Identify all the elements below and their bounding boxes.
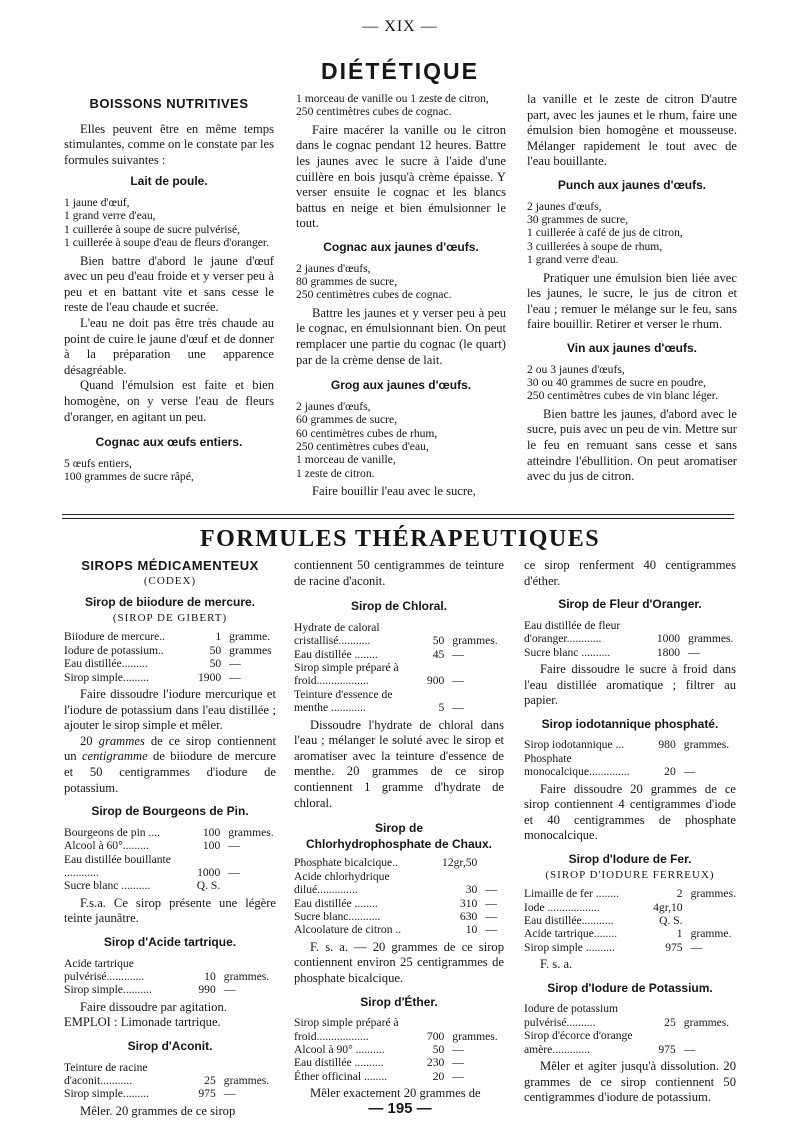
- table-cell: 1900: [197, 670, 222, 684]
- table-cell: Sirop d'écorce d'orange amère.............: [524, 1029, 633, 1056]
- table-cell: Sirop simple.........: [64, 670, 150, 684]
- ingredient-list-vin: [527, 363, 737, 403]
- recipe-title-mercure: Sirop de biiodure de mercure.: [84, 595, 256, 610]
- paragraph: Mêler exactement 20 grammes de: [310, 1086, 481, 1101]
- table-cell: —: [485, 883, 497, 897]
- ingredient-item: 250 centimètres cubes de cognac.: [296, 105, 452, 119]
- table-cell: 1800: [656, 645, 681, 659]
- formula-table-tartrique: [64, 957, 276, 997]
- table-cell: Bourgeons de pin ....: [64, 825, 161, 839]
- table-cell: —: [452, 701, 464, 715]
- table-cell: grammes.: [688, 632, 734, 646]
- table-cell: —: [452, 674, 464, 688]
- table-cell: Sirop simple préparé à froid..................: [294, 1016, 399, 1043]
- table-cell: 230: [426, 1056, 445, 1070]
- table-cell: —: [485, 910, 497, 923]
- paragraph: Bien battre les jaunes, d'abord avec le sucre, puis avec un peu de vin. Mettre sur le feu en remuant sans cesse et sans atteindre l'ébullition. On peut aromatiser avec du jus de citron.: [527, 406, 737, 484]
- table-cell: —: [683, 765, 696, 779]
- ingredient-item: 250 centimètres cubes d'eau,: [296, 439, 429, 453]
- table-cell: Limaille de fer ........: [524, 887, 619, 901]
- ingredient-item: 30 ou 40 grammes de sucre en poudre,: [527, 375, 707, 389]
- table-cell: 2: [676, 887, 683, 901]
- table-cell: —: [452, 647, 464, 661]
- table-cell: Iode ..................: [524, 900, 600, 914]
- table-cell: —: [228, 839, 240, 853]
- paragraph: Faire bouillir l'eau avec le sucre,: [312, 484, 476, 499]
- table-row: [524, 619, 736, 646]
- recipe-title-cognac-jaunes: Cognac aux jaunes d'œufs.: [323, 239, 479, 254]
- paragraph: la vanille et le zeste de citron D'autre part, avec les jaunes et le rhum, faire une émulsion bien homogène et mousseuse. Mélanger rapidement le tout avec de l'eau bouillante.: [527, 92, 737, 169]
- table-cell: 900: [426, 674, 445, 688]
- intro-paragraph: Elles peuvent être en même temps stimulantes, comme on le constate par les formules suivantes :: [64, 121, 274, 167]
- recipe-subtitle-iodure-ferreux: (SIROP D'IODURE FERREUX): [545, 868, 715, 881]
- table-row: [64, 1061, 276, 1088]
- table-cell: Eau distillée.........: [64, 657, 148, 671]
- table-row: [294, 1056, 504, 1069]
- table-cell: grammes.: [690, 887, 736, 901]
- table-cell: Q. S.: [196, 879, 221, 893]
- table-row: [524, 1029, 736, 1056]
- paragraph: L'eau ne doit pas être très chaude au point de cuire le jaune d'œuf et de donner à la préparation une apparence désagréable.: [64, 315, 274, 377]
- section-subtitle-codex: (CODEX): [143, 574, 197, 587]
- table-cell: —: [485, 923, 497, 937]
- paragraph: [64, 734, 276, 796]
- table-cell: 50: [209, 643, 222, 657]
- table-cell: 100: [202, 839, 221, 853]
- ingredient-item: 60 grammes de sucre,: [296, 413, 398, 427]
- table-cell: Acide chlorhydrique dilué..............: [294, 869, 390, 897]
- table-cell: 50: [432, 634, 445, 648]
- paragraph: Faire dissoudre l'iodure mercurique et l'iodure de potassium dans l'eau distillée ; ajouter le sirop simple et mêler.: [64, 687, 276, 733]
- paragraph: Quand l'émulsion est faite et bien homogène, on y verse l'eau de fleurs d'oranger, en agitant un peu.: [64, 378, 274, 424]
- recipe-title-vin: Vin aux jaunes d'œufs.: [567, 340, 697, 355]
- table-cell: —: [452, 1056, 464, 1070]
- table-row: [524, 1002, 736, 1029]
- table-row: [294, 1016, 504, 1043]
- table-cell: 1: [676, 927, 683, 941]
- table-cell: 45: [432, 647, 445, 661]
- text-run-italic: centigramme: [81, 749, 148, 764]
- table-cell: 30: [465, 883, 478, 897]
- formula-table-fleur: [524, 619, 736, 659]
- ingredient-item: 250 centimètres cubes de cognac.: [296, 288, 452, 302]
- table-cell: Eau distillée ........: [294, 896, 378, 910]
- formula-table-chaux: [294, 856, 504, 936]
- recipe-title-chloral: Sirop de Chloral.: [350, 599, 447, 614]
- table-cell: Éther officinal ........: [294, 1069, 388, 1083]
- text-run-italic: grammes: [98, 733, 145, 748]
- formula-table-chloral: [294, 621, 504, 715]
- table-cell: Phosphate bicalcique..: [294, 856, 398, 870]
- ingredient-item: 3 cuillerées à soupe de rhum,: [527, 239, 663, 253]
- therapeutiques-column-3: [524, 558, 736, 1106]
- table-cell: gramme.: [690, 927, 732, 941]
- ingredient-item: 1 cuillerée à café de jus de citron,: [527, 226, 683, 240]
- table-cell: —: [452, 1069, 464, 1083]
- table-cell: 100: [202, 825, 221, 839]
- recipe-title-iodure-fer: Sirop d'Iodure de Fer.: [568, 851, 692, 866]
- table-row: [64, 644, 276, 657]
- table-cell: —: [690, 940, 703, 954]
- table-cell: grammes.: [683, 1015, 730, 1029]
- paragraph: Faire dissoudre par agitation.: [80, 999, 227, 1014]
- formula-table-mercure: [64, 630, 276, 684]
- text-run: Limonade tartrique.: [120, 1015, 221, 1030]
- therapeutiques-column-1: [64, 558, 276, 1119]
- table-cell: —: [223, 1087, 236, 1101]
- table-cell: grammes.: [228, 825, 274, 839]
- table-cell: 975: [198, 1087, 216, 1101]
- table-cell: —: [688, 645, 700, 659]
- table-cell: 25: [664, 1015, 676, 1029]
- formula-table-iodotannique: [524, 738, 736, 778]
- ingredient-list-cognac-jaunes: [296, 262, 506, 302]
- table-row: [524, 941, 736, 954]
- table-cell: 975: [658, 1042, 676, 1056]
- text-run: de biiodure de mercure et 50 centigrammes d'iodure de potassium.: [64, 749, 277, 795]
- formula-table-ether: [294, 1016, 504, 1083]
- recipe-title-pin: Sirop de Bourgeons de Pin.: [91, 804, 249, 819]
- table-row: [524, 738, 736, 751]
- table-cell: Eau distillée bouillante ............: [64, 852, 171, 879]
- table-cell: Eau distillée ........: [294, 647, 378, 661]
- formula-table-aconit: [64, 1061, 276, 1101]
- ingredient-item: 2 jaunes d'œufs,: [296, 399, 371, 413]
- formula-table-potassium: [524, 1002, 736, 1056]
- table-cell: [687, 914, 736, 927]
- table-cell: Sirop simple préparé à froid..................: [294, 661, 399, 688]
- ingredient-item: 2 jaunes d'œufs,: [527, 199, 602, 213]
- paragraph: Pratiquer une émulsion bien liée avec les jaunes, le sucre, le jus de citron et l'eau ; remuer le mélange sur le feu, sans faire bouillir. Retirer et verser le rhum.: [527, 270, 737, 332]
- ingredient-item: 30 grammes de sucre,: [527, 212, 629, 226]
- recipe-title-acide-tartrique: Sirop d'Acide tartrique.: [103, 934, 237, 949]
- formula-table-fer: [524, 887, 736, 954]
- table-row: [294, 897, 504, 910]
- table-cell: Acide tartrique pulvérisé.............: [64, 956, 145, 983]
- table-cell: Acide tartrique........: [524, 927, 618, 941]
- recipe-title-chaux-2: Chlorhydrophosphate de Chaux.: [305, 836, 492, 851]
- table-cell: Sucre blanc ..........: [64, 879, 151, 893]
- formula-table-pin: [64, 826, 276, 893]
- paragraph: [64, 1015, 276, 1031]
- paragraph: Mêler. 20 grammes de ce sirop: [80, 1103, 236, 1118]
- table-cell: grammes: [229, 643, 272, 657]
- table-row: [294, 661, 504, 688]
- ingredient-item: 5 œufs entiers,: [64, 456, 132, 470]
- section-divider: [62, 518, 734, 519]
- ingredient-item: 1 zeste de citron.: [296, 466, 375, 480]
- table-cell: —: [228, 865, 240, 879]
- table-cell: —: [223, 983, 236, 997]
- ingredient-item: 1 cuillerée à soupe de sucre pulvérisé,: [64, 222, 241, 236]
- dietetique-title: DIÉTÉTIQUE: [320, 58, 479, 84]
- table-cell: Sucre blanc...........: [294, 910, 381, 923]
- table-cell: Iodure de potassium..: [64, 643, 164, 657]
- paragraph: Battre les jaunes et y verser peu à peu le cognac, en émulsionnant bien. On peut remplacer une partie du cognac (le quart) par de la crème dense de lait.: [296, 305, 506, 367]
- ingredient-list-continued: [296, 92, 506, 119]
- text-run: de ce sirop contiennent un: [64, 733, 276, 764]
- recipe-title-grog: Grog aux jaunes d'œufs.: [330, 378, 472, 393]
- table-cell: Sucre blanc ..........: [524, 645, 611, 659]
- paragraph: Faire dissoudre le sucre à froid dans l'eau distillée aromatique ; filtrer au papier.: [524, 662, 736, 708]
- table-row: [294, 856, 504, 869]
- table-row: [64, 983, 276, 996]
- paragraph: Faire macérer la vanille ou le citron dans le cognac pendant 12 heures. Battre les jaunes avec le sucre à l'aide d'une cuillère en bois jusqu'à crème épaisse. Y verser ensuite le cognac et les blancs battus en neige et bien émulsionner le tout.: [296, 122, 506, 231]
- table-row: [524, 901, 736, 914]
- table-cell: grammes.: [223, 1073, 270, 1087]
- table-cell: Biiodure de mercure..: [64, 630, 166, 644]
- table-row: [294, 621, 504, 648]
- ingredient-list-grog: [296, 400, 506, 480]
- table-row: [524, 914, 736, 927]
- table-cell: 10: [465, 923, 478, 937]
- recipe-title-cognac-oeufs: Cognac aux œufs entiers.: [95, 435, 243, 450]
- recipe-subtitle-gibert: (SIROP DE GIBERT): [112, 611, 228, 624]
- table-row: [294, 1070, 504, 1083]
- section-title-boissons: BOISSONS NUTRITIVES: [89, 96, 249, 111]
- paragraph: F. s. a. — 20 grammes de ce sirop contiennent environ 25 centigrammes de phosphate bicalcique.: [294, 939, 504, 985]
- dietetique-column-3: [527, 92, 737, 485]
- table-cell: Q. S.: [659, 913, 683, 927]
- table-cell: Sirop iodotannique ...: [524, 738, 625, 752]
- table-cell: 700: [426, 1029, 445, 1043]
- recipe-title-punch: Punch aux jaunes d'œufs.: [557, 177, 707, 192]
- table-cell: Eau distillée...........: [524, 913, 614, 927]
- ingredient-item: 100 grammes de sucre râpé,: [64, 470, 194, 484]
- table-cell: —: [683, 1042, 696, 1056]
- ingredient-item: 250 centimètres cubes de vin blanc léger.: [527, 389, 718, 403]
- page-number: — 195 —: [368, 1100, 432, 1117]
- text-run: 20: [80, 733, 93, 748]
- section-divider: [62, 514, 734, 515]
- table-cell: Teinture de racine d'aconit...........: [64, 1060, 148, 1087]
- table-cell: Eau distillée ..........: [294, 1056, 384, 1070]
- table-cell: grammes.: [683, 738, 730, 752]
- ingredient-item: 1 grand verre d'eau.: [527, 253, 619, 267]
- ingredient-item: 1 cuillerée à soupe d'eau de fleurs d'oranger.: [64, 236, 270, 250]
- dietetique-column-1: [64, 92, 274, 488]
- table-cell: —: [485, 896, 497, 910]
- table-cell: Alcool à 60°.........: [64, 839, 149, 853]
- table-cell: [481, 856, 504, 869]
- ingredient-item: 2 ou 3 jaunes d'œufs,: [527, 362, 625, 376]
- table-cell: Hydrate de caloral cristallisé...........: [294, 620, 380, 648]
- table-row: [64, 657, 276, 670]
- ingredient-item: 1 grand verre d'eau,: [64, 209, 156, 223]
- ingredient-item: 1 jaune d'œuf,: [64, 195, 130, 209]
- page-roman-numeral: — XIX —: [362, 18, 438, 35]
- paragraph: F. s. a.: [540, 957, 573, 972]
- table-row: [294, 648, 504, 661]
- table-cell: 1000: [197, 865, 221, 879]
- table-cell: Teinture d'essence de menthe ............: [294, 687, 393, 715]
- table-row: [64, 630, 276, 643]
- table-cell: Sirop simple ..........: [524, 940, 615, 954]
- recipe-title-ether: Sirop d'Éther.: [360, 994, 438, 1009]
- table-row: [524, 887, 736, 900]
- paragraph: Bien battre d'abord le jaune d'œuf avec un peu d'eau froide et y verser peu à peu et en battant vite et sans cesse le reste de l'eau chaude et sucrée.: [64, 253, 274, 315]
- table-cell: Iodure de potassium pulvérisé..........: [524, 1002, 619, 1029]
- recipe-title-iodotannique: Sirop iodotannique phosphaté.: [541, 716, 719, 731]
- table-cell: 25: [204, 1073, 216, 1087]
- table-row: [294, 688, 504, 715]
- table-cell: 20: [664, 765, 676, 779]
- ingredient-item: 60 centimètres cubes de rhum,: [296, 426, 438, 440]
- table-cell: —: [229, 670, 241, 684]
- table-cell: 990: [198, 983, 216, 997]
- table-cell: gramme.: [229, 630, 271, 644]
- ingredient-item: 1 morceau de vanille ou 1 zeste de citron,: [296, 92, 489, 105]
- table-cell: 1: [215, 630, 222, 644]
- ingredient-item: 1 morceau de vanille,: [296, 453, 396, 467]
- table-row: [294, 1043, 504, 1056]
- ingredient-list-cognac: [64, 457, 274, 484]
- table-cell: Alcoolature de citron ..: [294, 923, 402, 937]
- table-cell: Phosphate monocalcique..............: [524, 751, 630, 779]
- paragraph: F.s.a. Ce sirop présente une légère teinte jaunâtre.: [64, 895, 276, 926]
- table-cell: 12gr,50: [442, 856, 478, 870]
- table-cell: Alcool à 90° ..........: [294, 1043, 385, 1056]
- paragraph: Dissoudre l'hydrate de chloral dans l'eau ; mélanger le soluté avec le sirop et aromatiser avec la teinture d'essence de menthe. 20 grammes de ce sirop contiennent 1 gramme d'hydrate de chloral.: [294, 717, 504, 810]
- therapeutiques-column-2: [294, 558, 504, 1102]
- table-cell: Sirop simple..........: [64, 983, 152, 997]
- table-cell: 4gr,10: [653, 900, 683, 914]
- ingredient-list-lait: [64, 196, 274, 250]
- table-row: [294, 870, 504, 897]
- table-cell: 5: [438, 701, 445, 715]
- table-cell: —: [229, 657, 241, 671]
- emploi-label: EMPLOI :: [64, 1015, 118, 1030]
- therapeutiques-title: FORMULES THÉRAPEUTIQUES: [199, 526, 601, 552]
- table-row: [294, 910, 504, 923]
- table-cell: 975: [665, 940, 683, 954]
- table-row: [64, 853, 276, 880]
- table-cell: grammes.: [452, 1029, 498, 1043]
- table-cell: grammes.: [223, 969, 270, 983]
- paragraph: contiennent 50 centigrammes de teinture de racine d'aconit.: [294, 558, 504, 588]
- paragraph: ce sirop renferment 40 centigrammes d'éther.: [524, 558, 736, 588]
- table-cell: 50: [209, 657, 222, 671]
- table-cell: 20: [432, 1069, 445, 1083]
- table-row: [524, 646, 736, 659]
- table-row: [524, 752, 736, 779]
- table-cell: grammes.: [452, 634, 498, 648]
- table-row: [64, 826, 276, 839]
- table-cell: 630: [459, 910, 478, 923]
- paragraph: Faire dissoudre 20 grammes de ce sirop contiennent 4 centigrammes d'iode et 40 centigrammes de phosphate monocalcique.: [524, 781, 736, 843]
- table-cell: 310: [459, 896, 478, 910]
- table-cell: —: [452, 1043, 464, 1056]
- table-cell: [687, 901, 736, 914]
- ingredient-item: 80 grammes de sucre,: [296, 274, 398, 288]
- table-cell: Sirop simple.........: [64, 1087, 150, 1101]
- table-row: [294, 923, 504, 936]
- table-cell: 1000: [656, 632, 681, 646]
- recipe-title-fleur-oranger: Sirop de Fleur d'Oranger.: [558, 597, 702, 612]
- recipe-title-lait-de-poule: Lait de poule.: [130, 174, 208, 189]
- recipe-title-iodure-potassium: Sirop d'Iodure de Potassium.: [547, 980, 713, 995]
- dietetique-column-2: [296, 92, 506, 500]
- table-row: [64, 1087, 276, 1100]
- paragraph: Mêler et agiter jusqu'à dissolution. 20 grammes de ce sirop contiennent 50 centigrammes d'iodure de potassium.: [524, 1059, 736, 1105]
- table-row: [524, 927, 736, 940]
- section-title-sirops: SIROPS MÉDICAMENTEUX: [81, 558, 259, 573]
- table-cell: 980: [658, 738, 676, 752]
- table-cell: Eau distillée de fleur d'oranger............: [524, 618, 621, 646]
- table-row: [64, 879, 276, 892]
- table-cell: [224, 879, 276, 892]
- table-row: [64, 957, 276, 984]
- recipe-title-aconit: Sirop d'Aconit.: [127, 1038, 213, 1053]
- table-row: [64, 671, 276, 684]
- ingredient-list-punch: [527, 200, 737, 267]
- recipe-title-chaux-1: Sirop de: [374, 821, 423, 836]
- table-row: [64, 839, 276, 852]
- table-cell: 10: [204, 969, 216, 983]
- ingredient-item: 2 jaunes d'œufs,: [296, 261, 371, 275]
- table-cell: 50: [432, 1043, 445, 1056]
